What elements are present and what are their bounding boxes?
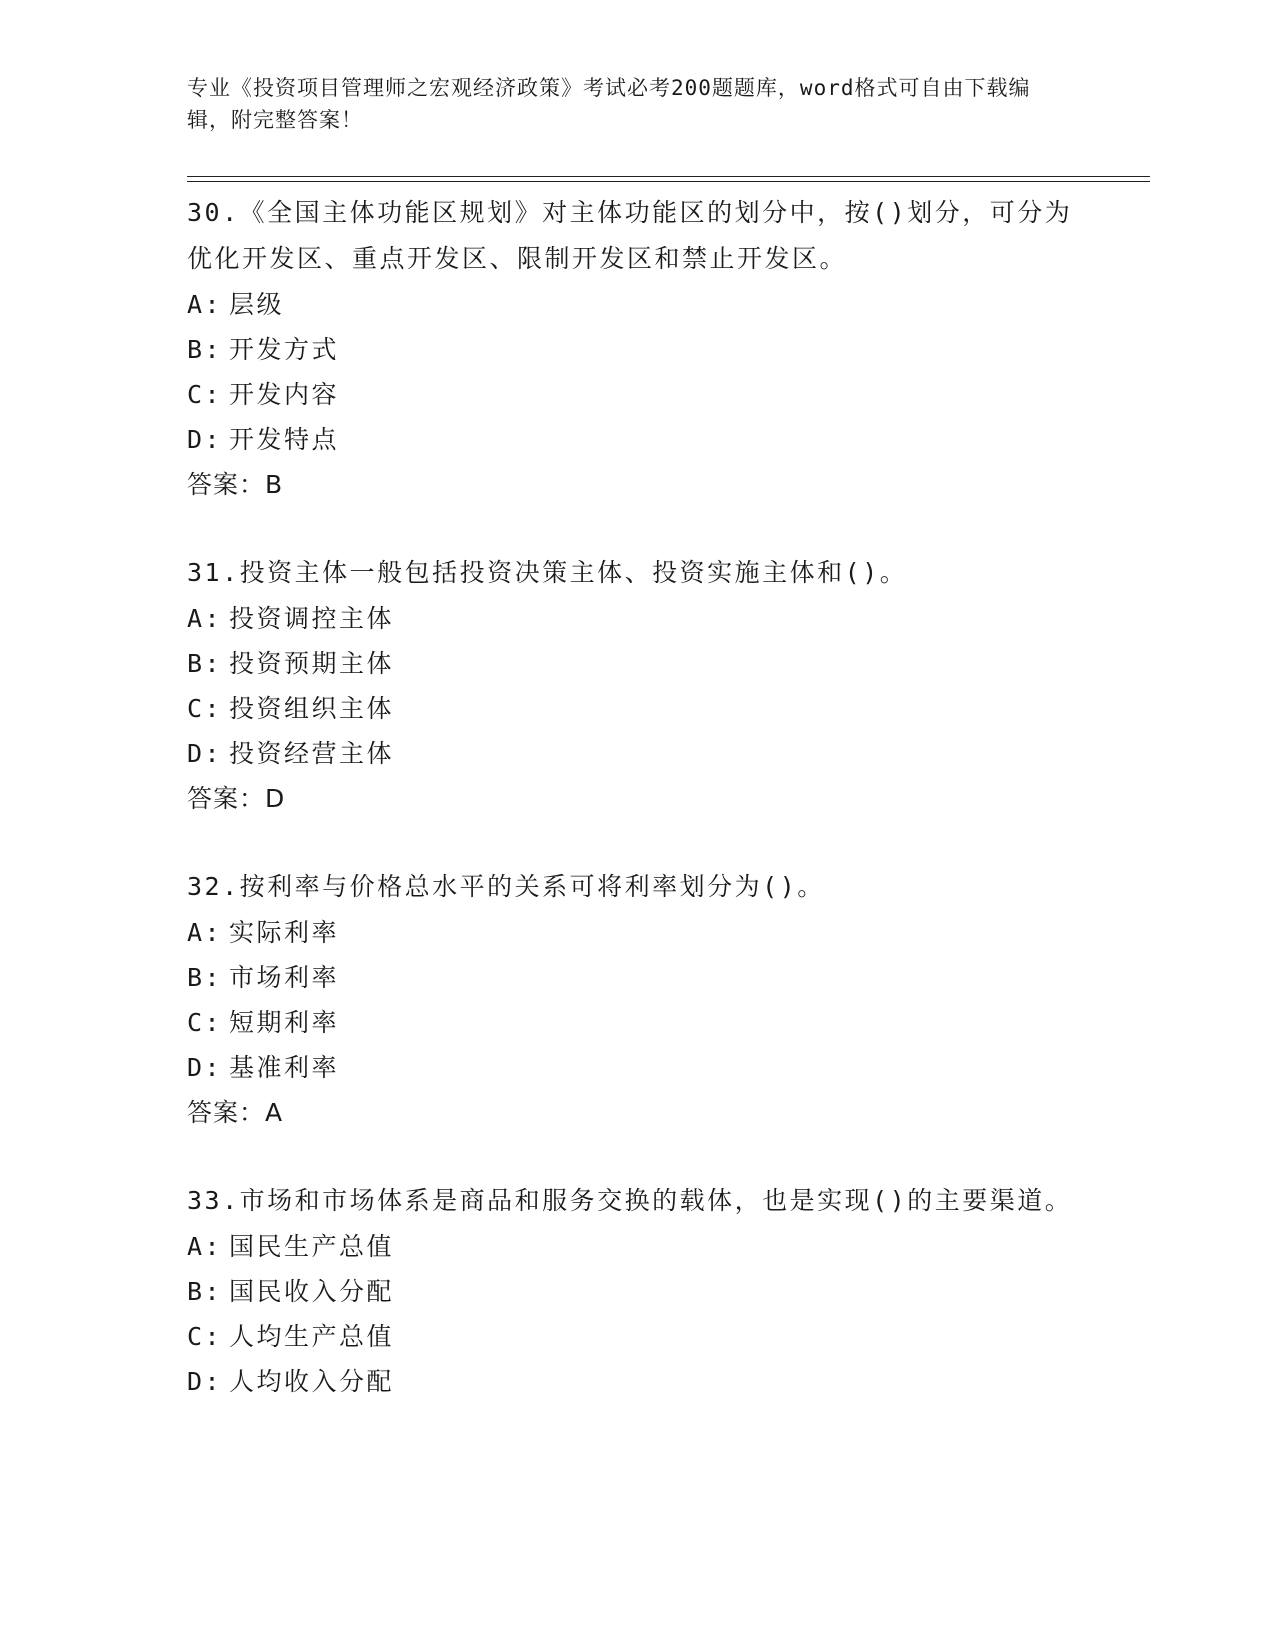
option-b <box>187 955 1087 1000</box>
option-a <box>187 596 1087 641</box>
question-30 <box>187 190 1087 508</box>
option-letter: A: <box>187 290 223 319</box>
option-letter: C: <box>187 1008 223 1037</box>
option-text: 投资经营主体 <box>229 739 395 768</box>
option-letter: A: <box>187 604 223 633</box>
option-b <box>187 641 1087 686</box>
question-32 <box>187 864 1087 1136</box>
option-a <box>187 1224 1087 1269</box>
question-text: 32.按利率与价格总水平的关系可将利率划分为()。 <box>187 872 825 901</box>
option-c <box>187 1314 1087 1359</box>
document-header-intro: 专业《投资项目管理师之宏观经济政策》考试必考200题题库，word格式可自由下载编辑，附完整答案！ <box>187 76 1031 132</box>
option-d <box>187 417 1087 462</box>
option-text: 投资组织主体 <box>229 694 395 723</box>
option-letter: C: <box>187 1322 223 1351</box>
option-text: 人均生产总值 <box>229 1322 395 1351</box>
option-b <box>187 1269 1087 1314</box>
option-text: 市场利率 <box>229 963 340 992</box>
option-letter: D: <box>187 739 223 768</box>
option-letter: B: <box>187 649 223 678</box>
option-a <box>187 282 1087 327</box>
option-d <box>187 731 1087 776</box>
option-letter: C: <box>187 694 223 723</box>
option-letter: B: <box>187 1277 223 1306</box>
option-letter: A: <box>187 1232 223 1261</box>
option-d <box>187 1045 1087 1090</box>
option-text: 开发内容 <box>229 380 340 409</box>
option-text: 层级 <box>229 290 285 319</box>
option-letter: C: <box>187 380 223 409</box>
option-text: 实际利率 <box>229 918 340 947</box>
option-text: 投资预期主体 <box>229 649 395 678</box>
option-text: 国民生产总值 <box>229 1232 395 1261</box>
answer-label: 答案：B <box>187 470 284 499</box>
option-text: 短期利率 <box>229 1008 340 1037</box>
option-a <box>187 910 1087 955</box>
option-text: 人均收入分配 <box>229 1367 395 1396</box>
option-letter: B: <box>187 963 223 992</box>
option-d <box>187 1359 1087 1404</box>
header-divider-bottom <box>187 181 1150 182</box>
option-letter: B: <box>187 335 223 364</box>
option-c <box>187 1000 1087 1045</box>
option-c <box>187 372 1087 417</box>
question-text: 30.《全国主体功能区规划》对主体功能区的划分中，按()划分，可分为优化开发区、重点开发区、限制开发区和禁止开发区。 <box>187 198 1073 273</box>
question-text: 31.投资主体一般包括投资决策主体、投资实施主体和()。 <box>187 558 908 587</box>
answer-label: 答案：D <box>187 784 286 813</box>
option-text: 开发特点 <box>229 425 340 454</box>
question-text: 33.市场和市场体系是商品和服务交换的载体，也是实现()的主要渠道。 <box>187 1186 1073 1215</box>
answer-label: 答案：A <box>187 1098 284 1127</box>
option-b <box>187 327 1087 372</box>
option-text: 开发方式 <box>229 335 340 364</box>
option-letter: A: <box>187 918 223 947</box>
question-33 <box>187 1178 1087 1404</box>
option-text: 国民收入分配 <box>229 1277 395 1306</box>
question-31 <box>187 550 1087 822</box>
option-letter: D: <box>187 1053 223 1082</box>
option-letter: D: <box>187 1367 223 1396</box>
option-text: 基准利率 <box>229 1053 340 1082</box>
option-text: 投资调控主体 <box>229 604 395 633</box>
option-c <box>187 686 1087 731</box>
header-divider-top <box>187 176 1150 177</box>
question-list <box>187 190 1087 1446</box>
option-letter: D: <box>187 425 223 454</box>
